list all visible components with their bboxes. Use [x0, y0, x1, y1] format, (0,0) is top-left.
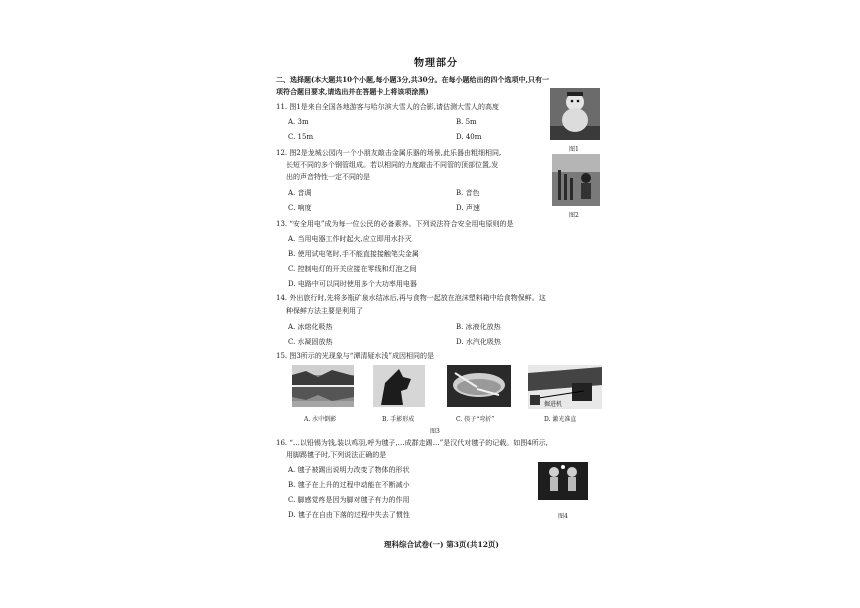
- q16-option-c: C. 脚感觉疼是因为脚对毽子有力的作用: [288, 496, 410, 504]
- figure-3d-laser-tunnel-photo: [528, 365, 602, 409]
- q12-option-a: A. 音调: [288, 189, 312, 197]
- q11-stem: 11. 图1是来自全国各地游客与哈尔滨大雪人的合影,请估测大雪人的高度: [276, 103, 500, 111]
- q13-option-a: A. 当用电器工作时起火,应立即用水扑灭: [288, 235, 412, 243]
- q12-option-b: B. 音色: [456, 189, 480, 197]
- q11-option-c: C. 15m: [288, 133, 314, 141]
- q12-stem-line-3: 出的声音特性一定不同的是: [286, 173, 370, 181]
- figure-3a-caption: A. 水中倒影: [304, 416, 337, 423]
- q13-option-c: C. 控制电灯的开关应接在零线和灯泡之间: [288, 265, 417, 273]
- q14-option-b: B. 冰液化放热: [456, 323, 501, 331]
- figure-3-label: 图3: [430, 428, 440, 435]
- q16-stem-line-2: 用脚踢毽子时,下列说法正确的是: [286, 451, 387, 459]
- instructions-line-2: 项符合题目要求,请选出并在答题卡上将该项涂黑): [276, 87, 429, 96]
- q14-option-d: D. 水汽化吸热: [456, 338, 501, 346]
- q14-stem-line-1: 14. 外出旅行时,先将多瓶矿泉水结冰后,再与食物一起放在泡沫塑料箱中给食物保鲜。这: [276, 294, 546, 302]
- figure-3a-reflection-photo: [292, 365, 354, 407]
- q12-option-d: D. 声速: [456, 204, 480, 212]
- q11-option-b: B. 5m: [456, 118, 477, 126]
- instructions-line-1: 二、选择题(本大题共10个小题,每小题3分,共30分。在每小题给出的四个选项中,只有一: [276, 75, 549, 84]
- q11-option-a: A. 3m: [288, 118, 309, 126]
- exam-page: [276, 48, 614, 593]
- section-title: 物理部分: [414, 58, 458, 69]
- figure-2-label: 图2: [569, 212, 579, 219]
- figure-3d-caption: D. 激光准直: [544, 416, 577, 423]
- figure-1-label: 图1: [569, 146, 579, 153]
- figure-3c-chopstick-bowl-photo: [447, 365, 511, 407]
- q12-stem-line-1: 12. 图2是龙城公园内一个小朋友敲击金属乐器的场景,此乐器由粗细相同,: [276, 149, 502, 157]
- q16-option-b: B. 毽子在上升的过程中动能在不断减小: [288, 481, 410, 489]
- figure-2-child-instrument-photo: [552, 154, 600, 206]
- q16-option-d: D. 毽子在自由下落的过程中失去了惯性: [288, 511, 410, 519]
- q12-stem-line-2: 长短不同的多个钢管组成。若以相同的力度敲击不同管的顶部位置,发: [286, 161, 499, 169]
- q14-option-c: C. 水凝固放热: [288, 338, 333, 346]
- q14-option-a: A. 冰熔化吸热: [288, 323, 333, 331]
- q11-option-d: D. 40m: [456, 133, 482, 141]
- figure-4-label: 图4: [558, 513, 568, 520]
- figure-3b-caption: B. 手影形成: [382, 416, 415, 423]
- q13-option-b: B. 使用试电笔时,手不能直接接触笔尖金属: [288, 250, 419, 258]
- figure-3d-image-label: 掘进机: [544, 401, 563, 408]
- figure-4-shuttlecock-kick-photo: [538, 462, 588, 500]
- q13-option-d: D. 电路中可以同时使用多个大功率用电器: [288, 280, 417, 288]
- figure-1-snowman-photo: [550, 88, 600, 140]
- q16-option-a: A. 毽子被踢出说明力改变了物体的形状: [288, 466, 410, 474]
- q13-stem: 13. “安全用电”成为每一位公民的必备素养。下列说法符合安全用电原则的是: [276, 220, 514, 228]
- q15-stem: 15. 图3所示的光现象与“潭清疑水浅”成因相同的是: [276, 352, 434, 360]
- figure-3b-hand-shadow-photo: [373, 365, 425, 407]
- q16-stem-line-1: 16. “…以铅锡为钱,装以鸡羽,呼为毽子,…成群走踢…”是汉代对毽子的记载。如图4所示,: [276, 439, 548, 447]
- q14-stem-line-2: 种保鲜方法主要是利用了: [286, 307, 363, 315]
- page-footer: 理科综合试卷(一) 第3页(共12页): [384, 540, 499, 549]
- figure-3c-caption: C. 筷子“弯折”: [456, 416, 495, 423]
- q12-option-c: C. 响度: [288, 204, 312, 212]
